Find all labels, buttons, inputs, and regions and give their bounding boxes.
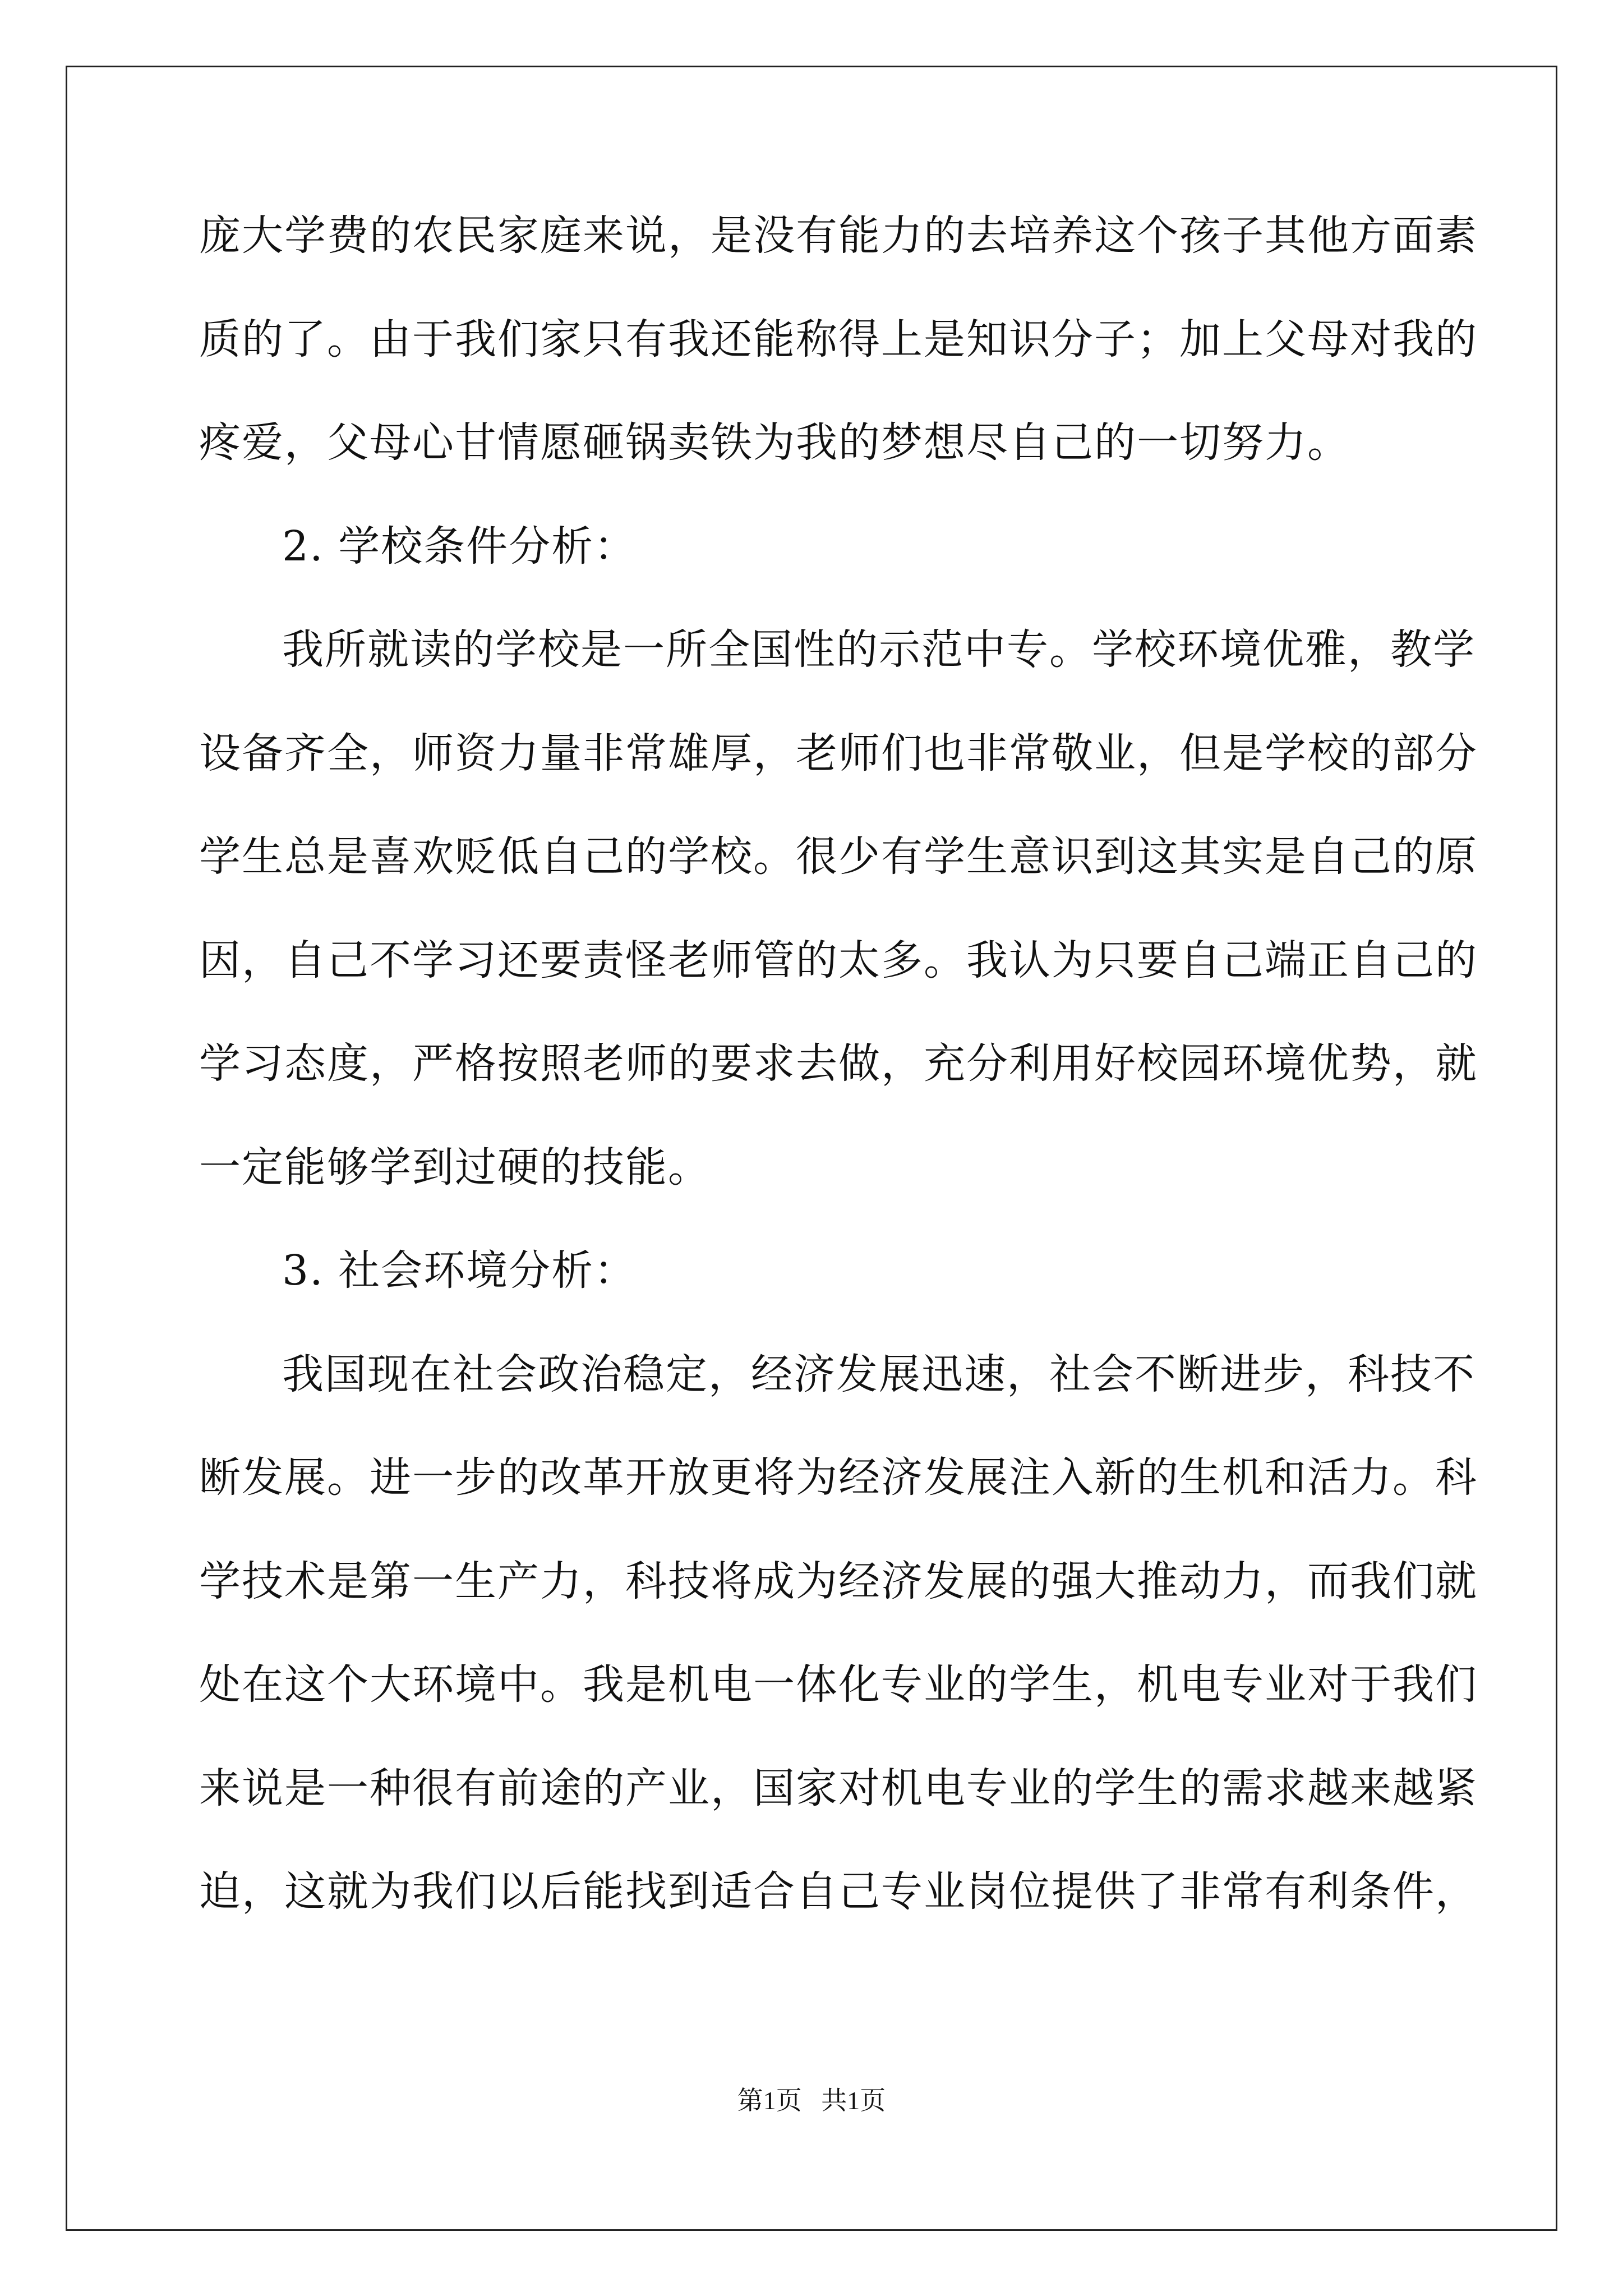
text-line: 迫，这就为我们以后能找到适合自己专业岗位提供了非常有利条件，: [199, 1867, 1478, 1916]
text-line: 我国现在社会政治稳定，经济发展迅速，社会不断进步，科技不: [282, 1350, 1476, 1398]
text-line: 学生总是喜欢贬低自己的学校。很少有学生意识到这其实是自己的原: [199, 832, 1478, 881]
text-line: 因，自己不学习还要责怪老师管的太多。我认为只要自己端正自己的: [199, 936, 1478, 984]
text-line: 设备齐全，师资力量非常雄厚，老师们也非常敬业，但是学校的部分: [199, 729, 1478, 777]
text-line: 庞大学费的农民家庭来说，是没有能力的去培养这个孩子其他方面素: [199, 211, 1478, 260]
text-line: 处在这个大环境中。我是机电一体化专业的学生，机电专业对于我们: [199, 1660, 1478, 1709]
text-line: 我所就读的学校是一所全国性的示范中专。学校环境优雅，教学: [282, 625, 1476, 674]
section-heading: 2. 学校条件分析：: [282, 522, 637, 570]
section-heading: 3. 社会环境分析：: [282, 1246, 637, 1295]
text-line: 断发展。进一步的改革开放更将为经济发展注入新的生机和活力。科: [199, 1453, 1478, 1502]
text-line: 学技术是第一生产力，科技将成为经济发展的强大推动力，而我们就: [199, 1557, 1478, 1605]
text-line: 一定能够学到过硬的技能。: [199, 1143, 711, 1191]
page-number-footer: 第1页 共1页: [737, 2086, 886, 2115]
text-line: 疼爱，父母心甘情愿砸锅卖铁为我的梦想尽自己的一切努力。: [199, 418, 1350, 467]
text-line: 质的了。由于我们家只有我还能称得上是知识分子；加上父母对我的: [199, 315, 1478, 364]
text-line: 学习态度，严格按照老师的要求去做，充分利用好校园环境优势，就: [199, 1039, 1478, 1088]
text-line: 来说是一种很有前途的产业，国家对机电专业的学生的需求越来越紧: [199, 1764, 1478, 1812]
document-body: [199, 208, 1478, 1967]
